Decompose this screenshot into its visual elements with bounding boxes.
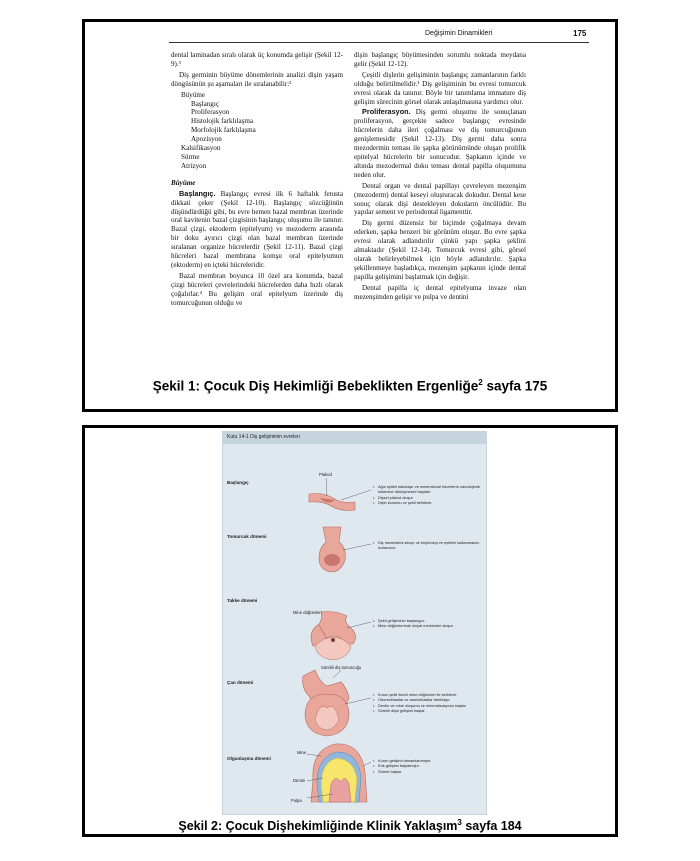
part-label-enamel-knots: Mine düğümleri bbox=[293, 610, 322, 615]
figure-caption-2 bbox=[85, 818, 615, 833]
cap-stage-drawing bbox=[311, 612, 371, 661]
part-label-dentin: Dentin bbox=[293, 778, 306, 783]
stage-label-maturation: Olgunlaşma dönemi bbox=[227, 756, 271, 761]
stage-note: • Dişin konumu ve şekli belirlenir. bbox=[373, 500, 483, 505]
stage-label-bell: Çan dönemi bbox=[227, 680, 254, 685]
stage-label-initiation: Başlangıç bbox=[227, 480, 249, 485]
stage-notes-cap bbox=[373, 618, 483, 629]
caption-suffix: sayfa 175 bbox=[482, 378, 548, 394]
term-heading: Başlangıç. bbox=[179, 188, 216, 198]
paragraph bbox=[354, 108, 526, 179]
list-item: Atrizyon bbox=[181, 161, 207, 170]
text-column-left bbox=[171, 51, 343, 309]
bud-stage-drawing bbox=[319, 527, 371, 572]
section-subheading: Büyüme bbox=[171, 178, 196, 187]
stage-note: • Şekil gelişiminin başlangıcı. bbox=[373, 618, 483, 623]
stage-note: • Kök gelişimi başlamıştır. bbox=[373, 763, 483, 768]
text-column-right bbox=[354, 51, 526, 303]
caption-text: Şekil 1: Çocuk Diş Hekimliği Bebeklikten Ergenliğe bbox=[152, 378, 479, 394]
list-item: Sürme bbox=[181, 152, 200, 161]
stage-label-cap: Takke dönemi bbox=[227, 598, 258, 603]
list-item: Apozisyon bbox=[191, 135, 222, 144]
stage-notes-maturation bbox=[373, 758, 483, 774]
list-item: Histolojik farklılaşma bbox=[191, 117, 254, 126]
paragraph: Bazal membran boyunca 10 özel ara konumda, bazal çizgi hücreleri çevrelerindeki hücrelerden daha hızlı olarak çoğalırlar.⁴ Bu gelişim oral epitelyum üzerinde diş tomurcuğunun olduğu ve bbox=[171, 271, 343, 307]
stage-note: • Sürekli dişin gelişimi başlar. bbox=[373, 708, 483, 713]
paragraph-text: Başlangıç evresi ilk 6 haftalık fetusta dikkati çeker (Şekil 12-10). Başlangıç sözcüğünün düşündürdüğü gibi, bu evre hemen bazal membran üzerinde oral kavitenin bazal çizgisinin başlangıç oluşumu ile tanınır. Bazal çizgi, ektoderm (epitelyum) ve mezoderm arasında bir doku ayırıcı çizgi olan bazal membran üzerinde sıralanan organize hücrelerdir (Şekil 12-11). Bazal çizgi hücreleri bazal membrana komşu oral epitelyumun (ektoderm) en içteki hücreleridir. bbox=[171, 189, 343, 269]
part-label-placode: Plakod bbox=[319, 472, 332, 477]
stage-note: • Dişsel plakod oluşur. bbox=[373, 495, 483, 500]
figure-title: Kutu 14-1 Diş gelişiminin evreleri bbox=[227, 434, 300, 440]
paragraph: dişin başlangıç büyümesinden sorumlu noktada meydana gelir (Şekil 12-12). bbox=[354, 51, 526, 68]
list-item: Kalsifikasyon bbox=[181, 144, 221, 153]
stage-note: • Sürme başlar. bbox=[373, 769, 483, 774]
paragraph: Dental papilla iç dental epitelyuma invaze olan mezenşimden gelişir ve pulpa ve dentini bbox=[354, 283, 526, 301]
stage-notes-bell bbox=[373, 692, 483, 714]
part-label-enamel: Mine bbox=[297, 750, 307, 755]
initiation-stage-drawing bbox=[309, 478, 371, 511]
part-label-pulp: Pulpa bbox=[291, 798, 302, 803]
maturation-stage-drawing bbox=[307, 744, 371, 802]
list-item: Proliferasyon bbox=[191, 108, 230, 117]
bell-stage-drawing bbox=[303, 670, 371, 736]
stage-note: • Diş mezenkimi sıkışır ve büyümeyi ve epitelin katlanmasını hızlandırır. bbox=[373, 540, 483, 551]
stage-label-bud: Tomurcuk dönemi bbox=[227, 534, 267, 539]
caption-reference: 3 bbox=[457, 818, 462, 827]
header-page-number: 175 bbox=[573, 29, 587, 38]
figure-caption-1 bbox=[85, 378, 615, 394]
growth-stage-list bbox=[171, 91, 343, 171]
paragraph bbox=[171, 190, 343, 270]
list-item: Başlangıç bbox=[191, 99, 219, 108]
stage-note: • Odontoblastlar ve ameloblastlar farklılaşır. bbox=[373, 697, 483, 702]
stage-notes-initiation bbox=[373, 484, 483, 506]
book-page-175 bbox=[85, 22, 615, 409]
stage-note: • Kuron şekli ikincil mine düğümleri ile belirlenir. bbox=[373, 692, 483, 697]
figure-frame-1 bbox=[82, 19, 618, 412]
list-item: Morfolojik farklılaşma bbox=[191, 126, 256, 135]
paragraph-text: Diş germi oluşumu ile sonuçlanan proliferasyon, gerçekte sadece başlangıç evresinde hücrelerin daha ileri çoğalması ve diş tomurcuğunun genişlemesidir (Şekil 12-13). Diş germi daha sonra mezodermin teması ile şapka görünümünde oluşan prolifik epitelyal hücrelerin bir sonucudur. Şapkanın içinde ve altında mezodermal doku teması dental papilla oluşumuna neden olur. bbox=[354, 108, 526, 179]
paragraph: Diş germi düzensiz bir biçimde çoğalmaya devam ederken, şapka benzeri bir görünüm oluşur. Bu evre şapka evresi olarak adlandırılır çünkü yapı şapka şeklini almaktadır (Şekil 12-14). Tomurcuk evresi gibi, görsel olarak belirleyebilmek için böyle adlandırılır. Şapka şekillenmeye başladıkça, mezenşim şapkanın içinde dental papilla gelişimini başlatmak için değişir. bbox=[354, 219, 526, 281]
paragraph: Diş germinin büyüme dönemlerinin analizi dişin yaşam döngüsünün şu aşamaları ile sıralanabilir:³ bbox=[171, 70, 343, 88]
header-chapter-title: Değişimin Dinamikleri bbox=[425, 30, 493, 37]
stage-note: • Mine düğümlerinde sinyal merkezleri oluşur. bbox=[373, 623, 483, 628]
paragraph: dental laminadan sıralı olarak üç konumda gelişir (Şekil 12-9).³ bbox=[171, 51, 343, 68]
caption-text: Şekil 2: Çocuk Dişhekimliğinde Klinik Yaklaşım bbox=[178, 819, 458, 834]
stage-note: • Ağız epiteli kalınlaşır ve mezenkimal hücrelerin odontojenik kökenine dönüşmesini başlatır. bbox=[373, 484, 483, 495]
stage-notes-bud bbox=[373, 540, 483, 551]
part-label-permanent-tooth-bud: Sürekli diş tomurcuğu bbox=[321, 665, 362, 670]
caption-reference: 2 bbox=[478, 378, 483, 387]
stage-note: • Kuron gelişimi tamamlanmıştır. bbox=[373, 758, 483, 763]
header-rule bbox=[169, 42, 589, 43]
figure-frame-2 bbox=[82, 425, 618, 837]
tooth-development-figure bbox=[222, 431, 487, 815]
paragraph: Dental organ ve dental papillayı çevreleyen mezenşim (mezoderm) dental keseyi oluşturacak dokudur. Dental kese sonuç olarak dişi destekleyen dokuların öncülüdür. Bu yapılar sement ve periodontal ligamenttir. bbox=[354, 181, 526, 217]
stage-note: • Dentin ve mine oluşumu ve mineralizasyonu başlar. bbox=[373, 703, 483, 708]
running-header bbox=[85, 30, 615, 42]
list-item: Büyüme bbox=[181, 90, 206, 99]
caption-suffix: sayfa 184 bbox=[461, 819, 522, 834]
paragraph: Çeşitli dişlerin gelişiminin başlangıç zamanlarının farklı olduğu belirtilmelidir.¹ Diş gelişiminin bu evresi tomurcuk evresi olarak da tanınır. Böyle bir tanımlama immature diş gelişim sürecinin görsel olarak anlaşılmasına yardımcı olur. bbox=[354, 70, 526, 106]
term-heading: Proliferasyon. bbox=[362, 107, 411, 117]
